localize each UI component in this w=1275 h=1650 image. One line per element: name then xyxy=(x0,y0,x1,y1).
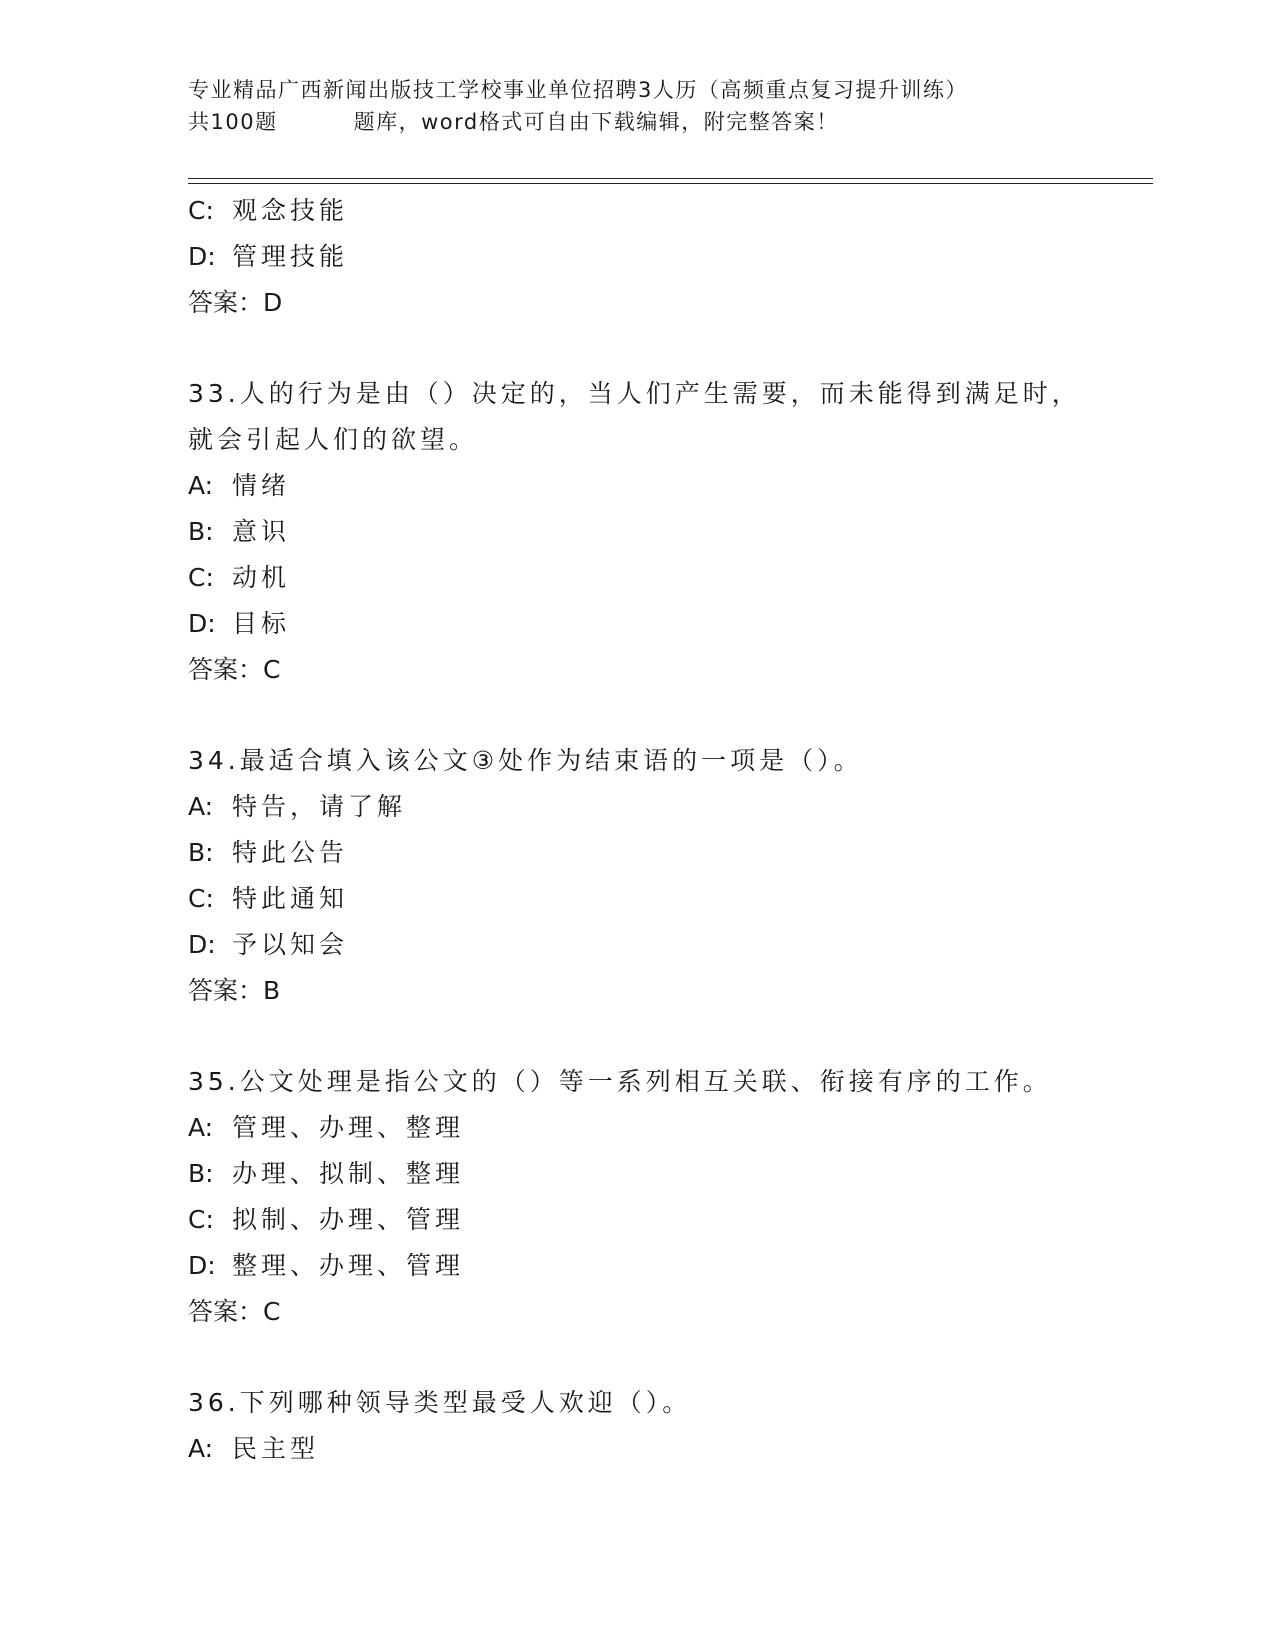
answer-label: 答案： xyxy=(188,1297,264,1326)
header-title-line2 xyxy=(188,106,1148,138)
option-c xyxy=(188,876,1088,922)
option-letter: D: xyxy=(188,609,216,638)
option-text: 情绪 xyxy=(232,471,291,500)
option-text: 意识 xyxy=(232,517,291,546)
option-letter: B: xyxy=(188,838,214,867)
option-text: 动机 xyxy=(232,563,291,592)
option-letter: B: xyxy=(188,517,214,546)
option-letter: C: xyxy=(188,1205,214,1234)
option-a xyxy=(188,1426,1088,1472)
option-d xyxy=(188,1243,1088,1289)
option-text: 整理、办理、管理 xyxy=(232,1251,465,1280)
document-header xyxy=(188,74,1148,138)
option-text: 特此公告 xyxy=(232,838,349,867)
option-letter: C: xyxy=(188,884,214,913)
option-c xyxy=(188,555,1088,601)
option-d xyxy=(188,922,1088,968)
header-description: 题库，word格式可自由下载编辑，附完整答案！ xyxy=(353,110,839,134)
answer-value: C xyxy=(263,1297,281,1326)
option-text: 观念技能 xyxy=(232,196,349,225)
header-question-count: 共100题 xyxy=(188,110,278,134)
option-d xyxy=(188,234,1088,280)
option-b xyxy=(188,509,1088,555)
option-text: 办理、拟制、整理 xyxy=(232,1159,465,1188)
option-text: 特告，请了解 xyxy=(232,792,407,821)
option-a xyxy=(188,1105,1088,1151)
answer-line xyxy=(188,1289,1088,1335)
question-list xyxy=(188,188,1088,1472)
option-letter: A: xyxy=(188,471,214,500)
option-letter: D: xyxy=(188,1251,216,1280)
answer-label: 答案： xyxy=(188,655,264,684)
question-block-35 xyxy=(188,1059,1088,1335)
option-letter: A: xyxy=(188,1434,214,1463)
option-text: 管理技能 xyxy=(232,242,349,271)
question-text: 33.人的行为是由（）决定的，当人们产生需要，而未能得到满足时，就会引起人们的欲望。 xyxy=(188,379,1081,454)
option-text: 特此通知 xyxy=(232,884,349,913)
option-c xyxy=(188,1197,1088,1243)
option-text: 民主型 xyxy=(232,1434,320,1463)
question-text: 34.最适合填入该公文③处作为结束语的一项是（）。 xyxy=(188,746,863,775)
option-letter: C: xyxy=(188,196,214,225)
option-letter: A: xyxy=(188,792,214,821)
option-text: 管理、办理、整理 xyxy=(232,1113,465,1142)
answer-line xyxy=(188,280,1088,326)
option-a xyxy=(188,784,1088,830)
answer-value: C xyxy=(263,655,281,684)
answer-line xyxy=(188,968,1088,1014)
option-a xyxy=(188,463,1088,509)
question-block-continued xyxy=(188,188,1088,326)
header-title-line1: 专业精品广西新闻出版技工学校事业单位招聘3人历（高频重点复习提升训练） xyxy=(188,78,968,102)
option-text: 拟制、办理、管理 xyxy=(232,1205,465,1234)
option-letter: C: xyxy=(188,563,214,592)
answer-value: D xyxy=(263,288,283,317)
header-divider-top xyxy=(188,178,1153,179)
question-text: 35.公文处理是指公文的（）等一系列相互关联、衔接有序的工作。 xyxy=(188,1067,1052,1096)
option-text: 目标 xyxy=(232,609,291,638)
question-text: 36.下列哪种领导类型最受人欢迎（）。 xyxy=(188,1388,692,1417)
question-block-34 xyxy=(188,738,1088,1014)
option-letter: D: xyxy=(188,242,216,271)
option-text: 予以知会 xyxy=(232,930,349,959)
answer-label: 答案： xyxy=(188,288,264,317)
option-letter: B: xyxy=(188,1159,214,1188)
option-letter: A: xyxy=(188,1113,214,1142)
option-c xyxy=(188,188,1088,234)
question-block-36 xyxy=(188,1380,1088,1472)
answer-label: 答案： xyxy=(188,976,264,1005)
question-block-33 xyxy=(188,371,1088,693)
answer-line xyxy=(188,647,1088,693)
option-b xyxy=(188,830,1088,876)
answer-value: B xyxy=(263,976,281,1005)
option-letter: D: xyxy=(188,930,216,959)
header-divider-bottom xyxy=(188,183,1153,184)
option-d xyxy=(188,601,1088,647)
option-b xyxy=(188,1151,1088,1197)
